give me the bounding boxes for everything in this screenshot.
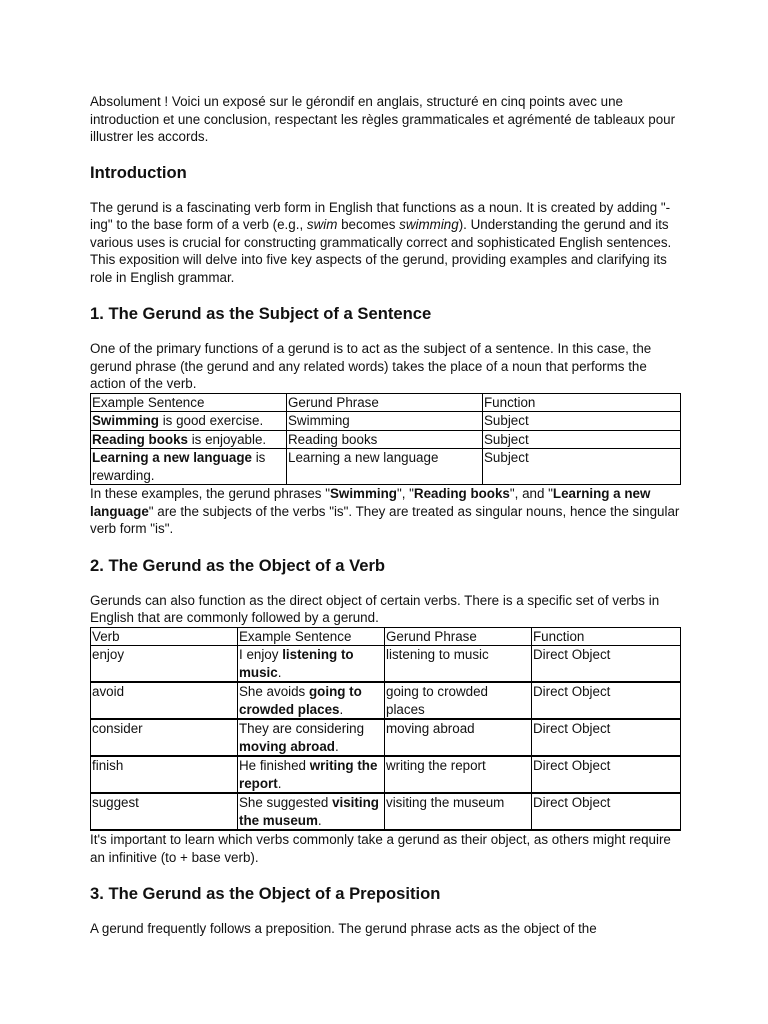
subject-gerund-table — [90, 393, 681, 486]
example-swim: swim — [306, 217, 338, 232]
gerund-bold: going to crowded places — [239, 684, 362, 717]
verb-cell: enjoy — [91, 646, 238, 683]
sentence-rest: is rewarding. — [92, 450, 266, 483]
explanation-bold: Reading books — [413, 486, 510, 501]
table-row — [91, 756, 681, 793]
gerund-phrase-cell: Learning a new language — [287, 449, 483, 485]
introduction-paragraph — [90, 199, 680, 287]
sentence-post: . — [277, 775, 282, 791]
gerund-bold: visiting the museum — [239, 795, 379, 828]
table-header-row — [91, 627, 681, 646]
explanation-text: In these examples, the gerund phrases " — [90, 486, 330, 501]
introduction-text-2: becomes — [337, 217, 400, 232]
gerund-bold: listening to music — [239, 647, 354, 680]
sentence-pre: He finished — [239, 758, 310, 773]
table-row — [91, 449, 681, 485]
section1-explanation — [90, 485, 680, 538]
section1-heading: 1. The Gerund as the Subject of a Sentence — [90, 304, 432, 323]
example-swimming: swimming — [399, 217, 459, 232]
document-page — [90, 93, 680, 938]
gerund-bold: Reading books — [92, 431, 188, 447]
sentence-post: . — [339, 701, 344, 717]
gerund-bold: Swimming — [92, 413, 159, 428]
function-cell: Subject — [483, 412, 681, 431]
table-header-row — [91, 393, 681, 412]
example-sentence-cell — [238, 793, 385, 830]
function-cell: Subject — [483, 449, 681, 485]
gerund-bold: moving abroad — [239, 738, 335, 754]
function-cell: Direct Object — [532, 756, 681, 793]
section2-paragraph: Gerunds can also function as the direct object of certain verbs. There is a specific set of verbs in English that are commonly followed by a gerund. — [90, 592, 660, 625]
gerund-phrase-cell: moving abroad — [385, 719, 532, 756]
example-sentence-cell — [238, 646, 385, 683]
function-cell: Direct Object — [532, 719, 681, 756]
explanation-text: ", and " — [509, 486, 553, 501]
verb-cell: suggest — [91, 793, 238, 830]
sentence-pre: They are considering — [239, 721, 365, 736]
section2-explanation: It's important to learn which verbs commonly take a gerund as their object, as others might require an infinitive (to + base verb). — [90, 832, 671, 865]
section3-paragraph: A gerund frequently follows a preposition. The gerund phrase acts as the object of the — [90, 921, 597, 936]
sentence-pre: She avoids — [239, 684, 309, 699]
sentence-post: . — [277, 664, 282, 680]
sentence-post: . — [317, 812, 322, 828]
table-row — [91, 682, 681, 719]
introduction-heading: Introduction — [90, 162, 187, 182]
example-sentence-cell — [238, 719, 385, 756]
table-header-cell: Example Sentence — [238, 627, 385, 646]
function-cell: Direct Object — [532, 793, 681, 830]
example-sentence-cell — [238, 682, 385, 719]
sentence-rest: is good exercise. — [158, 413, 264, 428]
function-cell: Direct Object — [532, 682, 681, 719]
gerund-phrase-cell: going to crowded places — [385, 682, 532, 719]
verb-cell: avoid — [91, 682, 238, 719]
sentence-rest: is enjoyable. — [187, 431, 267, 447]
explanation-text: " are the subjects of the verbs "is". They are treated as singular nouns, hence the singular verb form "is". — [90, 503, 680, 536]
intro-paragraph: Absolument ! Voici un exposé sur le gérondif en anglais, structuré en cinq points avec une introduction et une conclusion, respectant les règles grammaticales et agrémenté de tableaux pour illustrer les accords. — [90, 94, 676, 144]
table-row — [91, 430, 681, 449]
function-cell: Direct Object — [532, 646, 681, 683]
table-header-cell: Verb — [91, 627, 238, 646]
explanation-text: ", " — [396, 486, 414, 501]
sentence-pre: I enjoy — [239, 647, 283, 662]
gerund-phrase-cell: Reading books — [287, 430, 483, 449]
introduction-text-3: ). Understanding the gerund and its various uses is crucial for constructing grammatically correct and sophisticated English sentences. This exposition will delve into five key aspects of the gerund, providing examples and clarifying its role in English grammar. — [90, 217, 672, 285]
gerund-phrase-cell: writing the report — [385, 756, 532, 793]
object-verb-table — [90, 627, 681, 832]
example-sentence-cell — [91, 412, 287, 431]
table-header-cell: Function — [483, 393, 681, 412]
explanation-bold: Learning a new language — [90, 486, 651, 519]
sentence-pre: She suggested — [239, 795, 333, 810]
table-row — [91, 793, 681, 830]
example-sentence-cell — [238, 756, 385, 793]
table-row — [91, 412, 681, 431]
gerund-phrase-cell: listening to music — [385, 646, 532, 683]
section3-heading: 3. The Gerund as the Object of a Preposition — [90, 884, 441, 903]
gerund-phrase-cell: visiting the museum — [385, 793, 532, 830]
table-header-cell: Example Sentence — [91, 393, 287, 412]
table-row — [91, 719, 681, 756]
example-sentence-cell — [91, 449, 287, 485]
gerund-bold: writing the report — [239, 758, 378, 791]
table-row — [91, 646, 681, 683]
verb-cell: consider — [91, 719, 238, 756]
table-header-cell: Function — [532, 627, 681, 646]
verb-cell: finish — [91, 756, 238, 793]
introduction-text-1: The gerund is a fascinating verb form in English that functions as a noun. It is created by adding "-ing" to the base form of a verb (e.g., — [90, 199, 671, 232]
explanation-bold: Swimming — [329, 486, 397, 501]
gerund-bold: Learning a new language — [92, 450, 252, 465]
example-sentence-cell — [91, 430, 287, 449]
gerund-phrase-cell: Swimming — [287, 412, 483, 431]
sentence-post: . — [334, 738, 339, 754]
table-header-cell: Gerund Phrase — [287, 393, 483, 412]
table-header-cell: Gerund Phrase — [385, 627, 532, 646]
section2-heading: 2. The Gerund as the Object of a Verb — [90, 555, 386, 575]
function-cell: Subject — [483, 430, 681, 449]
section1-paragraph: One of the primary functions of a gerund is to act as the subject of a sentence. In this case, the gerund phrase (the gerund and any related words) takes the place of a noun that performs the action of the verb. — [90, 341, 652, 391]
